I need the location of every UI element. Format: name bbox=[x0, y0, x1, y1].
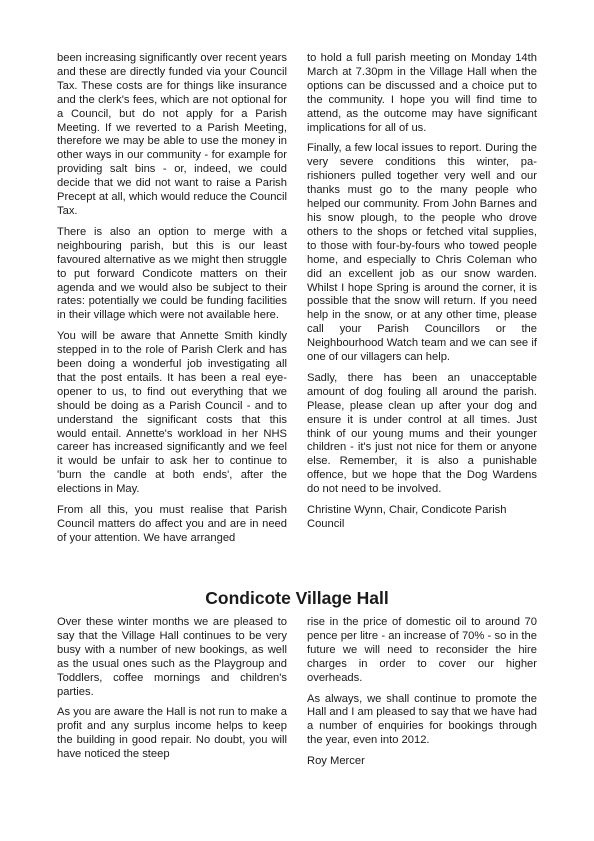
paragraph: As always, we shall continue to promote the Hall and I am pleased to say that we have had a number of enquiries for bookings through the year, even into 2012. bbox=[307, 692, 537, 747]
paragraph: Finally, a few local issues to report. During the very severe conditions this winter, parishioners pulled together very well and our thanks must go to the many people who helped our community. From John Barnes and his snow plough, to the people who drove others to the shops or fetched vital supplies, to those with four-by-fours who towed people home, and especially to Chris Coleman who did an excellent job as our snow warden. Whilst I hope Spring is around the corner, it is possible that the snow will return. If you need help in the snow, or at any other time, please call your Parish Councillors or the Neighbourhood Watch team and we can see if one of our villagers can help. bbox=[307, 142, 537, 364]
article-column-left bbox=[57, 52, 287, 553]
paragraph: rise in the price of domestic oil to around 70 pence per litre - an increase of 70% - so in the future we will need to reconsider the hire charges in order to cover our higher overheads. bbox=[307, 616, 537, 684]
article-column-right bbox=[307, 616, 537, 776]
signature: Roy Mercer bbox=[307, 755, 365, 768]
paragraph: There is also an option to merge with a neighbouring parish, but this is our least favoured alternative as we might then struggle to put forward Condicote matters on their agenda and we would also be subject to their rates: potentially we could be funding facilities in their village which were not available here. bbox=[57, 225, 287, 322]
article-column-right bbox=[307, 52, 537, 553]
paragraph: been increasing significantly over recent years and these are directly funded via your Council Tax. These costs are for things like insurance and the clerk's fees, which are not optional for a Council, but do not apply for a Parish Meeting. If we reverted to a Parish Meeting, therefore we may be able to use the money in other ways in our community - for example for providing salt bins - or, indeed, we could decide that we did not want to raise a Parish Precept at all, which would reduce the Council Tax. bbox=[57, 52, 287, 217]
paragraph: Sadly, there has been an unacceptable amount of dog fouling all around the parish. Please, please clean up after your dog and ensure it is under control at all times. Just think of our young mums and their younger children - it's just not nice for them or anyone else. Remember, it is also a punishable offence, but we hope that the Dog Wardens do not need to be involved. bbox=[307, 371, 537, 496]
paragraph: From all this, you must realise that Parish Council matters do affect you and are in need of your attention. We have arranged bbox=[57, 504, 287, 544]
paragraph: As you are aware the Hall is not run to make a profit and any surplus income helps to keep the building in good repair. No doubt, you will have noticed the steep bbox=[57, 706, 287, 761]
section-heading: Condicote Village Hall bbox=[205, 588, 389, 608]
parish-council-article bbox=[57, 52, 537, 553]
signature: Christine Wynn, Chair, Condicote Parish Council bbox=[307, 504, 507, 530]
paragraph: to hold a full parish meeting on Monday 14th March at 7.30pm in the Village Hall when the options can be discussed and a choice put to the community. I hope you will find time to attend, as the outcome may have significant implications for all of us. bbox=[307, 52, 537, 134]
paragraph: Over these winter months we are pleased to say that the Village Hall continues to be very busy with a number of new bookings, as well as the usual ones such as the Playgroup and Toddlers, coffee mornings and children's parties. bbox=[57, 616, 287, 698]
paragraph: You will be aware that Annette Smith kindly stepped in to the role of Parish Clerk and has been doing a wonderful job investigating all that the post entails. It has been a real eye-opener to us, to find out everything that we should be doing as a Parish Council - and to understand the significant costs that this would entail. Annette's workload in her NHS career has increased significantly and we feel it would be unfair to ask her to continue to 'burn the candle at both ends', after the elections in May. bbox=[57, 330, 287, 496]
village-hall-article bbox=[57, 616, 537, 776]
article-column-left bbox=[57, 616, 287, 776]
